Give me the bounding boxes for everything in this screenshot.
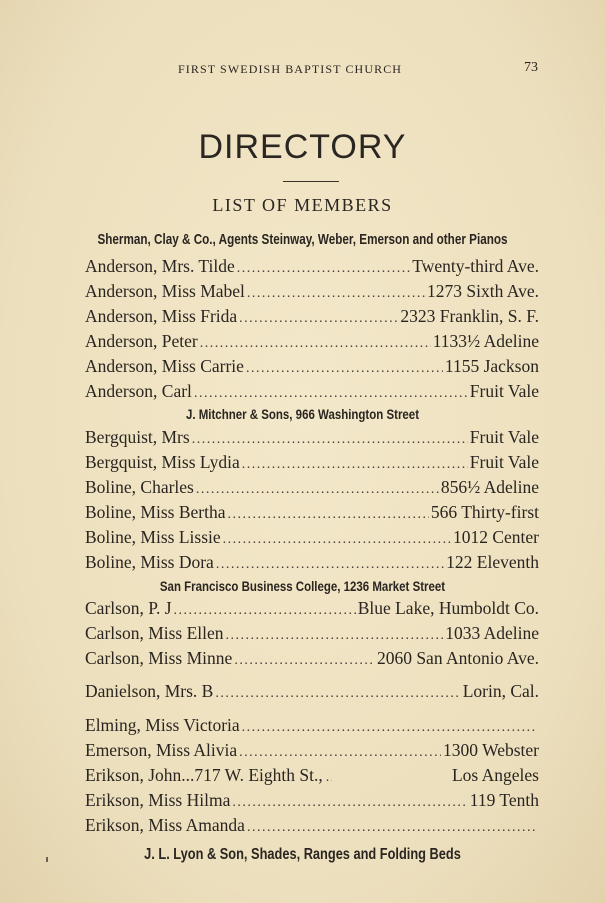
member-name: Bergquist, Miss Lydia xyxy=(85,452,240,472)
leader-dots xyxy=(326,770,332,786)
member-address: 566 Thirty-first xyxy=(430,502,539,522)
member-name: Erikson, John...717 W. Eighth St., xyxy=(85,765,323,785)
member-entry xyxy=(85,477,539,499)
page-title: DIRECTORY xyxy=(198,128,407,166)
leader-dots xyxy=(242,720,537,736)
member-entry xyxy=(85,331,539,353)
advertisement-line: J. L. Lyon & Son, Shades, Ranges and Folding Beds xyxy=(144,846,461,863)
advertisement-line: San Francisco Business College, 1236 Market Street xyxy=(159,578,446,594)
leader-dots xyxy=(226,628,444,644)
member-address: 1133½ Adeline xyxy=(432,331,539,351)
member-name: Anderson, Miss Frida xyxy=(85,306,238,326)
member-name: Boline, Miss Lissie xyxy=(85,527,221,547)
leader-dots xyxy=(246,361,443,377)
member-address: Twenty-third Ave. xyxy=(412,256,539,276)
advertisement-line: Sherman, Clay & Co., Agents Steinway, Weber, Emerson and other Pianos xyxy=(97,231,508,248)
member-name: Emerson, Miss Alivia xyxy=(85,740,238,760)
leader-dots xyxy=(239,745,441,761)
member-address: 1273 Sixth Ave. xyxy=(427,281,539,301)
leader-dots xyxy=(237,261,410,277)
member-name: Elming, Miss Victoria xyxy=(85,715,240,735)
member-name: Carlson, P. J xyxy=(85,598,172,618)
member-entry xyxy=(85,306,539,328)
member-address: 119 Tenth xyxy=(469,790,539,810)
title-divider xyxy=(283,181,339,182)
member-name: Carlson, Miss Minne xyxy=(85,648,233,668)
member-entry xyxy=(85,598,539,620)
leader-dots xyxy=(239,311,398,327)
member-entry xyxy=(85,502,539,524)
member-entry xyxy=(85,281,539,303)
leader-dots xyxy=(216,557,444,573)
member-name: Boline, Miss Dora xyxy=(85,552,214,572)
leader-dots xyxy=(227,507,428,523)
advertisement-line: J. Mitchner & Sons, 966 Washington Street xyxy=(185,406,420,422)
member-entry xyxy=(85,256,539,278)
member-entry xyxy=(85,715,539,737)
member-address: Lorin, Cal. xyxy=(462,681,539,701)
member-address: 1033 Adeline xyxy=(445,623,539,643)
member-entry xyxy=(85,790,539,812)
member-address: Fruit Vale xyxy=(469,452,539,472)
member-entry xyxy=(85,815,539,837)
member-address: 1012 Center xyxy=(452,527,539,547)
member-entry xyxy=(85,527,539,549)
member-entry xyxy=(85,740,539,762)
leader-dots xyxy=(194,386,468,402)
member-name: Anderson, Peter xyxy=(85,331,198,351)
member-name: Anderson, Mrs. Tilde xyxy=(85,256,235,276)
member-address: Blue Lake, Humboldt Co. xyxy=(357,598,539,618)
page-number: 73 xyxy=(524,60,538,75)
leader-dots xyxy=(247,286,425,302)
member-entry xyxy=(85,765,539,787)
member-entry xyxy=(85,623,539,645)
member-name: Carlson, Miss Ellen xyxy=(85,623,224,643)
leader-dots xyxy=(174,603,356,619)
member-address: Los Angeles xyxy=(451,765,539,785)
member-name: Erikson, Miss Hilma xyxy=(85,790,231,810)
member-entry xyxy=(85,648,539,670)
member-entry xyxy=(85,381,539,403)
leader-dots xyxy=(200,336,431,352)
member-address: 122 Eleventh xyxy=(446,552,539,572)
member-entry xyxy=(85,681,539,703)
member-entry xyxy=(85,552,539,574)
member-name: Boline, Miss Bertha xyxy=(85,502,226,522)
member-name: Bergquist, Mrs xyxy=(85,427,190,447)
member-name: Danielson, Mrs. B xyxy=(85,681,214,701)
member-name: Erikson, Miss Amanda xyxy=(85,815,245,835)
margin-mark xyxy=(46,857,48,862)
member-name: Boline, Charles xyxy=(85,477,194,497)
leader-dots xyxy=(247,820,537,836)
leader-dots xyxy=(196,482,439,498)
running-title: FIRST SWEDISH BAPTIST CHURCH xyxy=(178,62,403,76)
member-name: Anderson, Miss Carrie xyxy=(85,356,244,376)
leader-dots xyxy=(232,795,467,811)
member-address: 2060 San Antonio Ave. xyxy=(376,648,539,668)
member-address: Fruit Vale xyxy=(469,381,539,401)
member-entry xyxy=(85,452,539,474)
member-address: 856½ Adeline xyxy=(440,477,539,497)
leader-dots xyxy=(242,457,468,473)
page-header xyxy=(0,62,605,82)
member-address: 2323 Franklin, S. F. xyxy=(400,306,539,326)
member-entry xyxy=(85,427,539,449)
member-address: 1300 Webster xyxy=(443,740,539,760)
member-address: 1155 Jackson xyxy=(444,356,539,376)
leader-dots xyxy=(223,532,451,548)
section-subtitle: LIST OF MEMBERS xyxy=(212,195,393,215)
leader-dots xyxy=(192,432,468,448)
leader-dots xyxy=(234,653,375,669)
leader-dots xyxy=(215,686,460,702)
member-name: Anderson, Miss Mabel xyxy=(85,281,245,301)
member-entry xyxy=(85,356,539,378)
member-name: Anderson, Carl xyxy=(85,381,192,401)
member-address: Fruit Vale xyxy=(469,427,539,447)
